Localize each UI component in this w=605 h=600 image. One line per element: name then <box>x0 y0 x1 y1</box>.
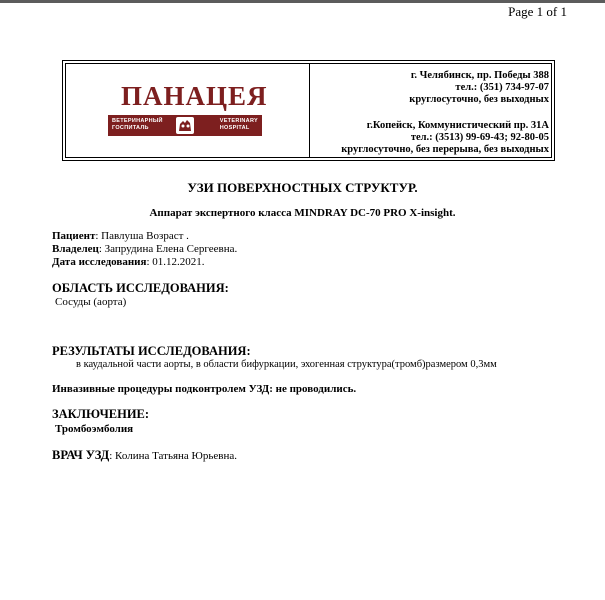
address-1-phone: тел.: (351) 734-97-07 <box>455 82 549 93</box>
animals-emblem-icon <box>176 117 194 134</box>
patient-label: Пациент <box>52 230 96 242</box>
date-line <box>52 256 205 268</box>
patient-line <box>52 230 189 242</box>
area-value: Сосуды (аорта) <box>55 296 127 308</box>
address-1-line-1: г. Челябинск, пр. Победы 388 <box>410 70 549 81</box>
area-heading: ОБЛАСТЬ ИССЛЕДОВАНИЯ: <box>52 281 229 295</box>
patient-value: : Павлуша Возраст . <box>95 230 189 242</box>
logo-band <box>108 115 262 136</box>
address-2-hours: круглосуточно, без перерыва, без выходных <box>341 144 549 155</box>
address-2-phone: тел.: (3513) 99-69-43; 92-80-05 <box>410 132 549 143</box>
band-left-line-1: ВЕТЕРИНАРНЫЙ <box>112 118 163 124</box>
owner-line <box>52 243 237 255</box>
results-value: в каудальной части аорты, в области бифуркации, эхогенная структура(тромб)размером 0,3мм <box>76 359 497 370</box>
clinic-addresses <box>310 64 551 157</box>
band-right-line-2: HOSPITAL <box>219 125 250 131</box>
doctor-label: ВРАЧ УЗД <box>52 448 110 462</box>
page-number: Page 1 of 1 <box>508 4 567 19</box>
address-2-line-1: г.Копейск, Коммунистический пр. 31А <box>366 120 549 131</box>
owner-label: Владелец <box>52 243 99 255</box>
report-title: УЗИ ПОВЕРХНОСТНЫХ СТРУКТУР. <box>187 180 418 195</box>
clinic-header <box>62 60 555 161</box>
clinic-name: ПАНАЦЕЯ <box>121 81 268 111</box>
results-heading: РЕЗУЛЬТАТЫ ИССЛЕДОВАНИЯ: <box>52 344 251 358</box>
date-value: : 01.12.2021. <box>146 256 205 268</box>
top-toolbar-edge <box>0 0 605 3</box>
conclusion-heading: ЗАКЛЮЧЕНИЕ: <box>52 407 150 421</box>
device-line: Аппарат экспертного класса MINDRAY DC-70 PRO X-insight. <box>149 207 456 219</box>
invasive-note: Инвазивные процедуры подконтролем УЗД: не проводились. <box>52 383 357 395</box>
conclusion-value: Тромбоэмболия <box>55 423 134 435</box>
owner-value: : Запрудина Елена Сергеевна. <box>98 243 238 255</box>
clinic-logo <box>66 64 310 157</box>
doctor-line <box>52 448 237 463</box>
band-right-line-1: VETERINARY <box>219 118 258 124</box>
doctor-value: : Колина Татьяна Юрьевна. <box>109 450 237 462</box>
address-1-hours: круглосуточно, без выходных <box>409 94 549 105</box>
date-label: Дата исследования <box>52 256 147 268</box>
band-left-line-2: ГОСПИТАЛЬ <box>112 125 149 131</box>
